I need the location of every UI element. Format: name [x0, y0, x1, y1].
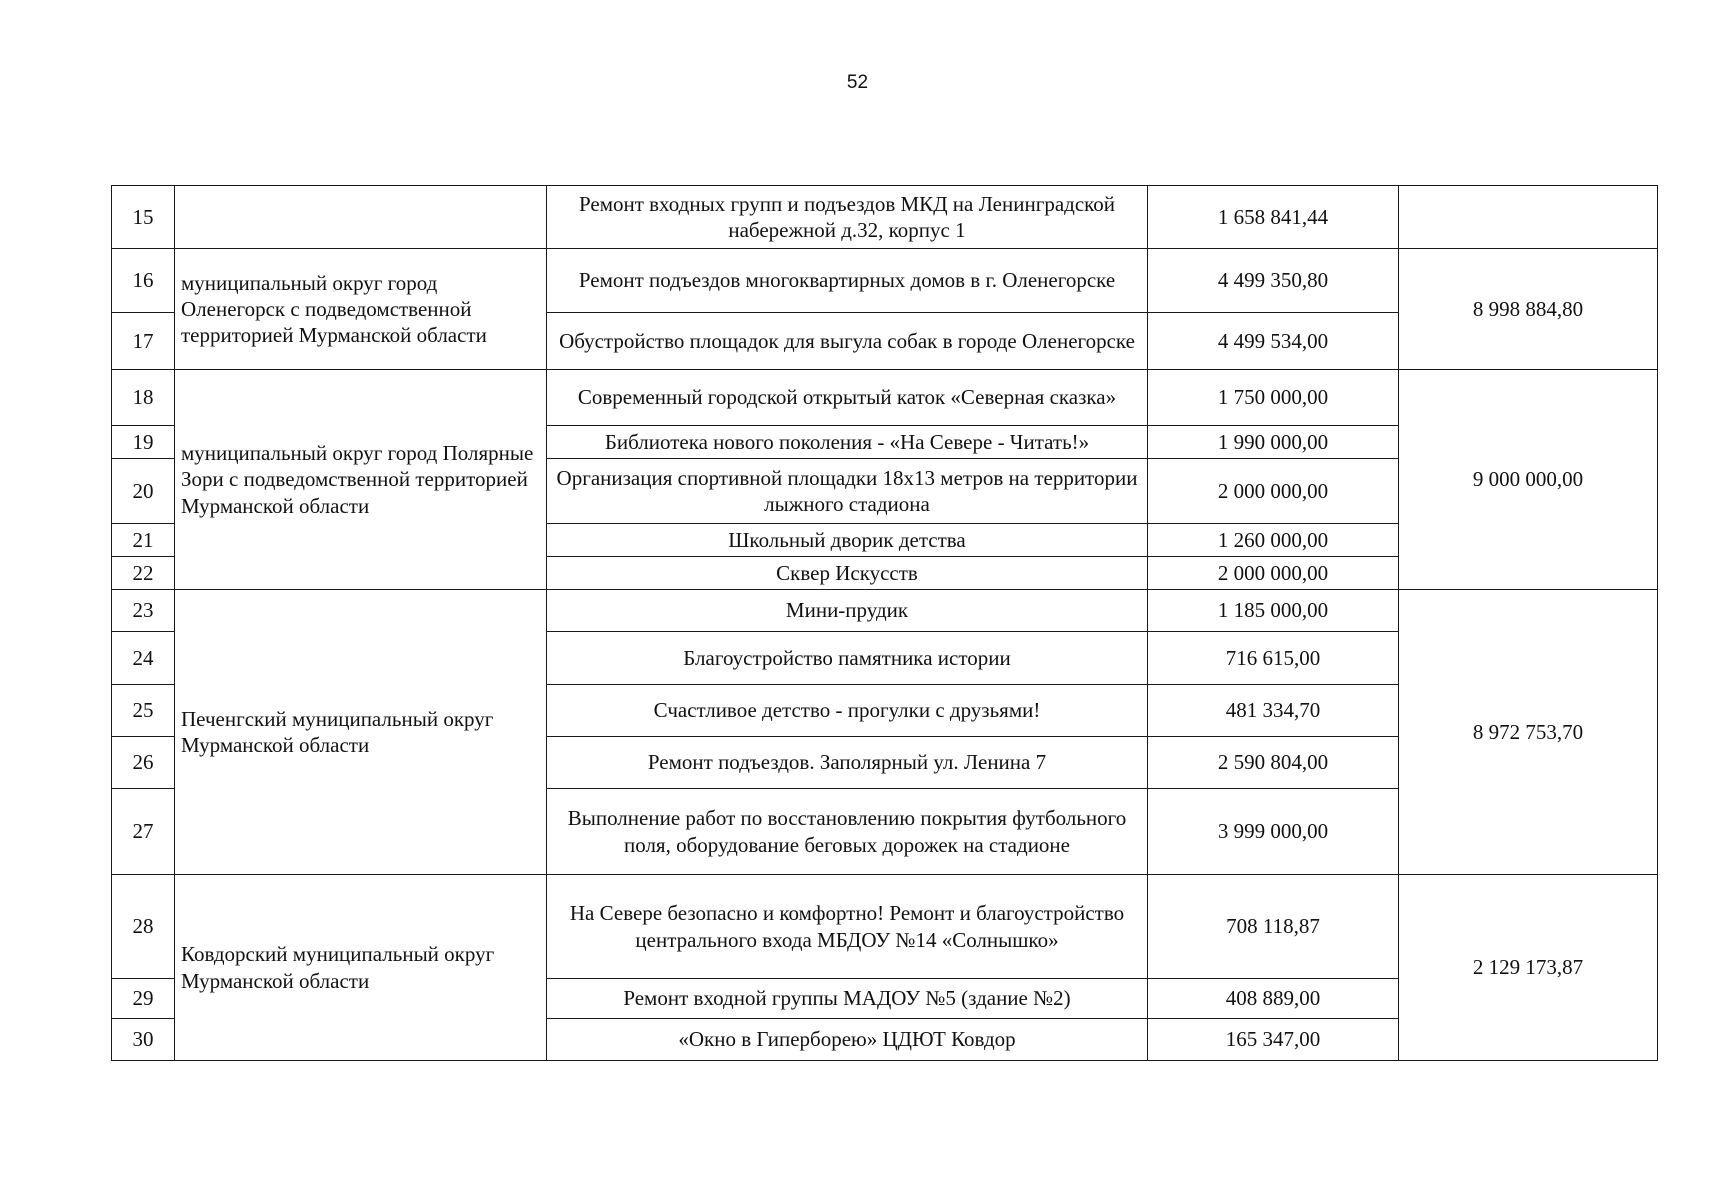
funding-table: [111, 185, 1658, 1061]
row-number: 17: [112, 313, 175, 370]
project-name: Ремонт подъездов многоквартирных домов в г. Оленегорске: [547, 249, 1148, 313]
project-name: Организация спортивной площадки 18х13 метров на территории лыжного стадиона: [547, 459, 1148, 524]
table-row: [112, 875, 1658, 979]
municipality-total: 8 998 884,80: [1399, 249, 1658, 370]
municipality-total: 2 129 173,87: [1399, 875, 1658, 1061]
project-amount: 708 118,87: [1148, 875, 1399, 979]
project-name: Ремонт подъездов. Заполярный ул. Ленина 7: [547, 737, 1148, 789]
municipality-name: Ковдорский муниципальный округ Мурманской области: [175, 875, 547, 1061]
table-row: [112, 186, 1658, 249]
project-name: Ремонт входной группы МАДОУ №5 (здание №2): [547, 979, 1148, 1019]
project-amount: 481 334,70: [1148, 685, 1399, 737]
row-number: 26: [112, 737, 175, 789]
municipality-cell-empty: [175, 186, 547, 249]
project-name: «Окно в Гиперборею» ЦДЮТ Ковдор: [547, 1019, 1148, 1061]
project-amount: 2 000 000,00: [1148, 557, 1399, 590]
project-amount: 4 499 350,80: [1148, 249, 1399, 313]
project-name: Библиотека нового поколения - «На Севере - Читать!»: [547, 426, 1148, 459]
row-number: 23: [112, 590, 175, 632]
row-number: 29: [112, 979, 175, 1019]
project-name: Счастливое детство - прогулки с друзьями!: [547, 685, 1148, 737]
municipality-name: муниципальный округ город Полярные Зори с подведомственной территорией Мурманской области: [175, 370, 547, 590]
project-amount: 1 990 000,00: [1148, 426, 1399, 459]
row-number: 18: [112, 370, 175, 426]
row-number: 25: [112, 685, 175, 737]
project-amount: 165 347,00: [1148, 1019, 1399, 1061]
municipality-total: 8 972 753,70: [1399, 590, 1658, 875]
project-name: На Севере безопасно и комфортно! Ремонт и благоустройство центрального входа МБДОУ №14 «Солнышко»: [547, 875, 1148, 979]
project-name: Школьный дворик детства: [547, 524, 1148, 557]
project-amount: 2 590 804,00: [1148, 737, 1399, 789]
project-amount: 1 260 000,00: [1148, 524, 1399, 557]
row-number: 16: [112, 249, 175, 313]
project-amount: 1 185 000,00: [1148, 590, 1399, 632]
row-number: 27: [112, 789, 175, 875]
project-amount: 4 499 534,00: [1148, 313, 1399, 370]
project-name: Обустройство площадок для выгула собак в городе Оленегорске: [547, 313, 1148, 370]
total-cell-empty: [1399, 186, 1658, 249]
project-name: Сквер Искусств: [547, 557, 1148, 590]
row-number: 22: [112, 557, 175, 590]
row-number: 24: [112, 632, 175, 685]
table-row: [112, 249, 1658, 313]
table-row: [112, 590, 1658, 632]
project-amount: 1 750 000,00: [1148, 370, 1399, 426]
project-amount: 3 999 000,00: [1148, 789, 1399, 875]
project-amount: 2 000 000,00: [1148, 459, 1399, 524]
project-name: Ремонт входных групп и подъездов МКД на Ленинградской набережной д.32, корпус 1: [547, 186, 1148, 249]
municipality-total: 9 000 000,00: [1399, 370, 1658, 590]
page-number: 52: [846, 72, 869, 93]
row-number: 21: [112, 524, 175, 557]
project-name: Современный городской открытый каток «Северная сказка»: [547, 370, 1148, 426]
row-number: 28: [112, 875, 175, 979]
row-number: 15: [112, 186, 175, 249]
project-name: Мини-прудик: [547, 590, 1148, 632]
table-row: [112, 370, 1658, 426]
project-amount: 408 889,00: [1148, 979, 1399, 1019]
municipality-name: муниципальный округ город Оленегорск с подведомственной территорией Мурманской области: [175, 249, 547, 370]
project-amount: 716 615,00: [1148, 632, 1399, 685]
project-name: Благоустройство памятника истории: [547, 632, 1148, 685]
row-number: 19: [112, 426, 175, 459]
project-name: Выполнение работ по восстановлению покрытия футбольного поля, оборудование беговых дорожек на стадионе: [547, 789, 1148, 875]
row-number: 30: [112, 1019, 175, 1061]
row-number: 20: [112, 459, 175, 524]
project-amount: 1 658 841,44: [1148, 186, 1399, 249]
municipality-name: Печенгский муниципальный округ Мурманской области: [175, 590, 547, 875]
